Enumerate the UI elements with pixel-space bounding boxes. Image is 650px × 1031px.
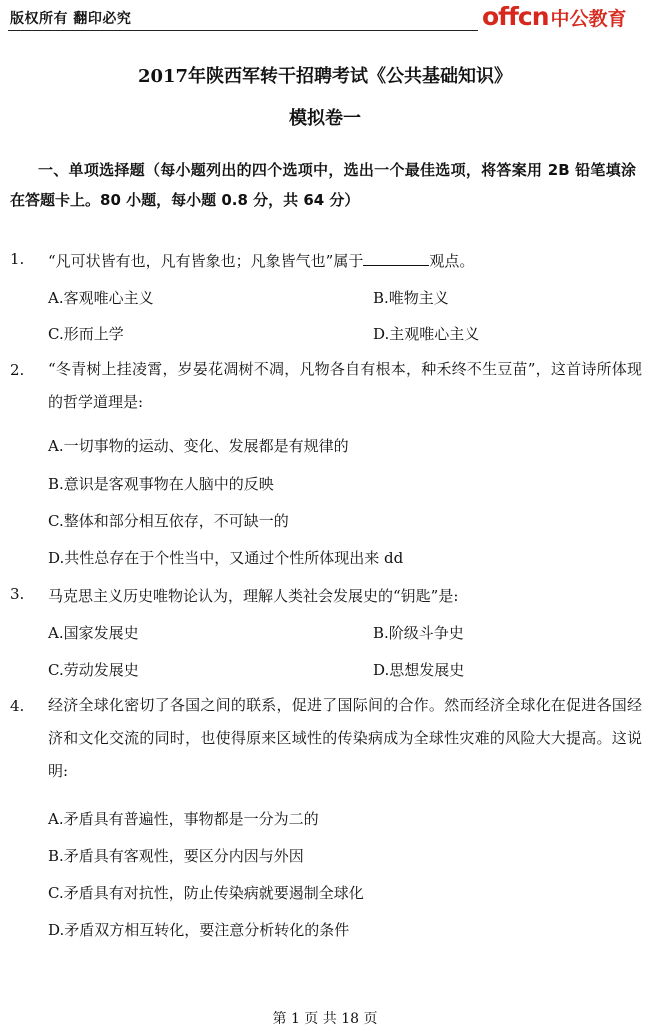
option-b: B.矛盾具有客观性，要区分内因与外因 — [48, 847, 304, 865]
option-c: C.矛盾具有对抗性，防止传染病就要遏制全球化 — [48, 884, 364, 902]
option-a: A.客观唯心主义 — [48, 289, 154, 307]
section-heading: 一、单项选择题（每小题列出的四个选项中，选出一个最佳选项，将答案用 2B 铅笔填涂在答题卡上。80 小题，每小题 0.8 分，共 64 分） — [10, 161, 636, 209]
option-b: B.唯物主义 — [373, 289, 449, 307]
option-d: D.主观唯心主义 — [373, 325, 480, 343]
question-number: 3. — [10, 585, 25, 603]
exam-subtitle: 模拟卷一 — [289, 108, 361, 129]
option-a: A.矛盾具有普遍性，事物都是一分为二的 — [48, 810, 319, 828]
option-a: A.国家发展史 — [48, 624, 139, 642]
brand-logo-en: offcn — [482, 2, 549, 31]
question-stem: 经济全球化密切了各国之间的联系，促进了国际间的合作。然而经济全球化在促进各国经济和文化交流的同时，也使得原来区域性的传染病成为全球性灾难的风险大大提高。这说明: — [48, 696, 642, 780]
header-divider — [8, 30, 478, 31]
option-a: A.一切事物的运动、变化、发展都是有规律的 — [48, 437, 349, 455]
option-c: C.整体和部分相互依存，不可缺一的 — [48, 512, 289, 530]
exam-title: 2017年陕西军转干招聘考试《公共基础知识》 — [137, 66, 513, 87]
option-c: C.形而上学 — [48, 325, 124, 343]
question-number: 2. — [10, 361, 25, 379]
option-d: D.矛盾双方相互转化，要注意分析转化的条件 — [48, 921, 350, 939]
question-stem-part: “凡可状皆有也，凡有皆象也；凡象皆气也”属于 — [48, 252, 364, 270]
answer-blank — [363, 251, 429, 266]
option-d: D.思想发展史 — [373, 661, 465, 679]
question-number: 1. — [10, 250, 25, 268]
page-number: 第 1 页 共 18 页 — [272, 1011, 378, 1027]
question-stem-part: 观点。 — [429, 252, 475, 270]
option-d: D.共性总存在于个性当中，又通过个性所体现出来 dd — [48, 549, 404, 567]
option-b: B.阶级斗争史 — [373, 624, 464, 642]
option-c: C.劳动发展史 — [48, 661, 139, 679]
copyright-notice: 版权所有 翻印必究 — [10, 11, 132, 27]
option-b: B.意识是客观事物在人脑中的反映 — [48, 475, 274, 493]
question-stem — [48, 250, 474, 271]
brand-logo — [482, 2, 627, 32]
question-stem: 马克思主义历史唯物论认为，理解人类社会发展史的“钥匙”是: — [48, 587, 459, 605]
question-number: 4. — [10, 697, 25, 715]
question-stem: “冬青树上挂凌霄，岁晏花凋树不凋，凡物各自有根本，种禾终不生豆苗”，这首诗所体现的哲学道理是: — [48, 360, 642, 411]
brand-logo-cn: 中公教育 — [550, 8, 627, 30]
